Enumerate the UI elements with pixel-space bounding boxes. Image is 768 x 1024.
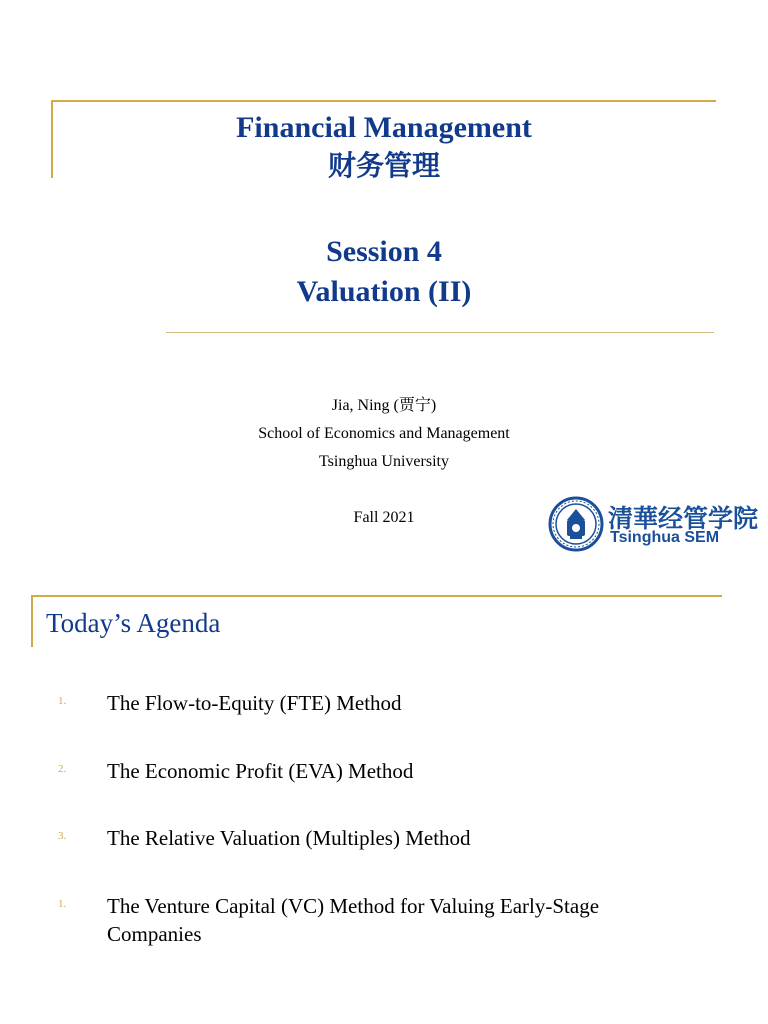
agenda-top-gold-rule bbox=[32, 595, 722, 597]
agenda-item-number: 3. bbox=[58, 830, 67, 842]
session-topic: Valuation (II) bbox=[296, 275, 472, 308]
logo-english-text: Tsinghua SEM bbox=[610, 529, 720, 546]
title-block bbox=[0, 110, 768, 186]
school-name: School of Economics and Management bbox=[258, 425, 510, 442]
agenda-item-number: 1. bbox=[58, 695, 67, 707]
subtitle-gold-rule bbox=[166, 332, 714, 333]
agenda-title: Today’s Agenda bbox=[46, 608, 221, 638]
author-name: Jia, Ning (贾宁) bbox=[331, 397, 437, 414]
term: Fall 2021 bbox=[353, 509, 415, 526]
agenda-item-text: The Economic Profit (EVA) Method bbox=[107, 759, 414, 783]
agenda-item-number: 1. bbox=[58, 898, 67, 910]
agenda-item-number: 2. bbox=[58, 763, 67, 775]
session-number: Session 4 bbox=[326, 235, 442, 268]
course-title-chinese: 财务管理 bbox=[327, 149, 440, 182]
tsinghua-seal-icon bbox=[548, 496, 604, 552]
logo-chinese-text: 清華经管学院 bbox=[608, 504, 759, 533]
university-name: Tsinghua University bbox=[319, 453, 449, 470]
course-title: Financial Management bbox=[236, 111, 532, 144]
session-block bbox=[0, 232, 768, 312]
tsinghua-sem-logo bbox=[548, 496, 759, 552]
agenda-item-text: The Venture Capital (VC) Method for Valuing Early-Stage Companies bbox=[107, 894, 600, 946]
author-block bbox=[0, 392, 768, 476]
agenda-item-text: The Flow-to-Equity (FTE) Method bbox=[107, 691, 402, 715]
top-gold-rule bbox=[52, 100, 716, 102]
agenda-slide bbox=[0, 585, 768, 1024]
agenda-item-text: The Relative Valuation (Multiples) Method bbox=[107, 826, 471, 850]
agenda-left-gold-rule bbox=[31, 595, 33, 647]
